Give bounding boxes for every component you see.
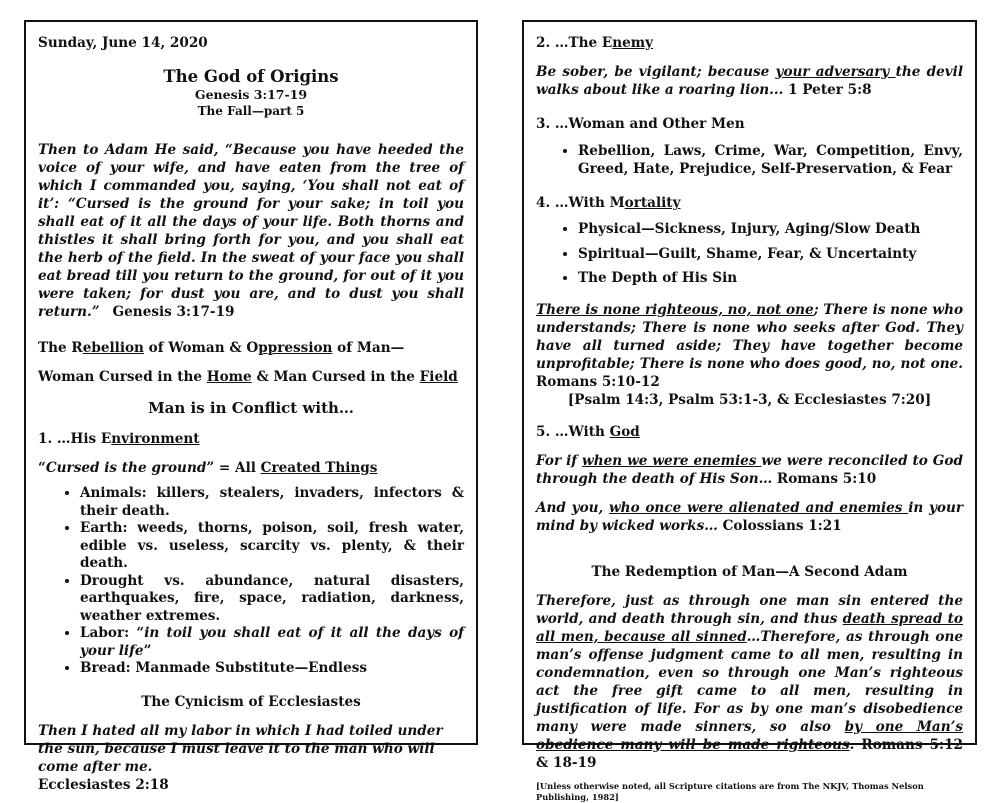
environment-list (38, 485, 464, 678)
list-item: • Spiritual—Guilt, Shame, Fear, & Uncertainty (578, 246, 963, 264)
list-item: • Physical—Sickness, Injury, Aging/Slow Death (578, 221, 963, 239)
left-page (24, 20, 478, 793)
list-item: • Animals: killers, stealers, invaders, infectors & their death. (80, 485, 464, 520)
list-item: • Earth: weeds, thorns, poison, soil, fresh water, edible vs. useless, scarcity vs. plenty, & their death. (80, 520, 464, 573)
peter-passage: Be sober, be vigilant; because your adversary the devil walks about like a roaring lion... 1 Peter 5:8 (536, 64, 964, 98)
section-5-heading: 5. …With God (536, 423, 640, 440)
section-1-heading: 1. …His Environment (38, 431, 200, 447)
section-2-heading: 2. …The Enemy (536, 35, 654, 51)
list-item: • The Depth of His Sin (578, 270, 963, 288)
rebellion-line: The Rebellion of Woman & Oppression of Man— (38, 340, 405, 356)
colossians-passage: And you, who once were alienated and enemies in your mind by wicked works… Colossians 1:21 (536, 499, 963, 534)
sermon-reference: Genesis 3:17-19 (194, 87, 308, 102)
redemption-passage: Therefore, just as through one man sin entered the world, and death through sin, and thus death spread to all men, because all sinned…Therefore, as through one man’s offense judgment came to all men, resulting in condemnation, even so through one Man’s righteous act the free gift came to all men, resulting in justification of life. For as by one man’s disobedience many were made sinners, so also by one Man’s obedience many will be made righteous. Romans 5:12 & 18-19 (536, 592, 964, 771)
romans-3-passage: There is none righteous, no, not one; There is none who understands; There is none who seeks after God. They have all turned aside; They have together become unprofitable; There is none who does good, no, not one. Romans 5:10-12 (536, 301, 964, 390)
bulletin-date: Sunday, June 14, 2020 (38, 35, 208, 51)
mortality-list (536, 221, 963, 288)
sermon-title: The God of Origins (163, 67, 339, 86)
sermon-subtitle: The Fall—part 5 (197, 104, 305, 118)
section-3-heading: 3. …Woman and Other Men (536, 116, 745, 132)
ground-line: “Cursed is the ground” = All Created Things (38, 460, 378, 476)
right-page (522, 20, 977, 802)
list-item: • Labor: “in toil you shall eat of it all the days of your life” (80, 625, 464, 660)
section-4-heading: 4. …With Mortality (536, 195, 681, 211)
conflict-heading: Man is in Conflict with… (148, 399, 354, 417)
romans-5-passage: For if when we were enemies we were reconciled to God through the death of His Son… Romans 5:10 (536, 452, 963, 487)
list-item: • Bread: Manmade Substitute—Endless (80, 660, 464, 678)
cynicism-heading: The Cynicism of Ecclesiastes (141, 693, 361, 710)
ecclesiastes-passage: Then I hated all my labor in which I had toiled under the sun, because I must leave it to the man who will come after me. Ecclesiastes 2:18 (38, 722, 443, 793)
psalm-references: [Psalm 14:3, Psalm 53:1-3, & Ecclesiastes 7:20] (567, 391, 932, 408)
cursed-line: Woman Cursed in the Home & Man Cursed in the Field (38, 369, 458, 385)
scripture-footnote: [Unless otherwise noted, all Scripture citations are from The NKJV, Thomas Nelson Publishing, 1982] (536, 780, 924, 802)
section-3-list (536, 143, 963, 178)
genesis-passage: Then to Adam He said, “Because you have heeded the voice of your wife, and have eaten from the tree of which I commanded you, saying, ‘You shall not eat of it’: “Cursed is the ground for your sake; in toil you shall eat of it all the days of your life. Both thorns and thistles it shall bring forth for you, and you shall eat the herb of the field. In the sweat of your face you shall eat bread till you return to the ground, for out of it you were taken; for dust you are, and to dust you shall return.” Genesis 3:17-19 (38, 142, 464, 320)
redemption-heading: The Redemption of Man—A Second Adam (591, 563, 908, 580)
list-item: • Drought vs. abundance, natural disasters, earthquakes, fire, space, radiation, darkness, weather extremes. (80, 573, 464, 626)
list-item: • Rebellion, Laws, Crime, War, Competition, Envy, Greed, Hate, Prejudice, Self-Preservation, & Fear (578, 143, 963, 178)
